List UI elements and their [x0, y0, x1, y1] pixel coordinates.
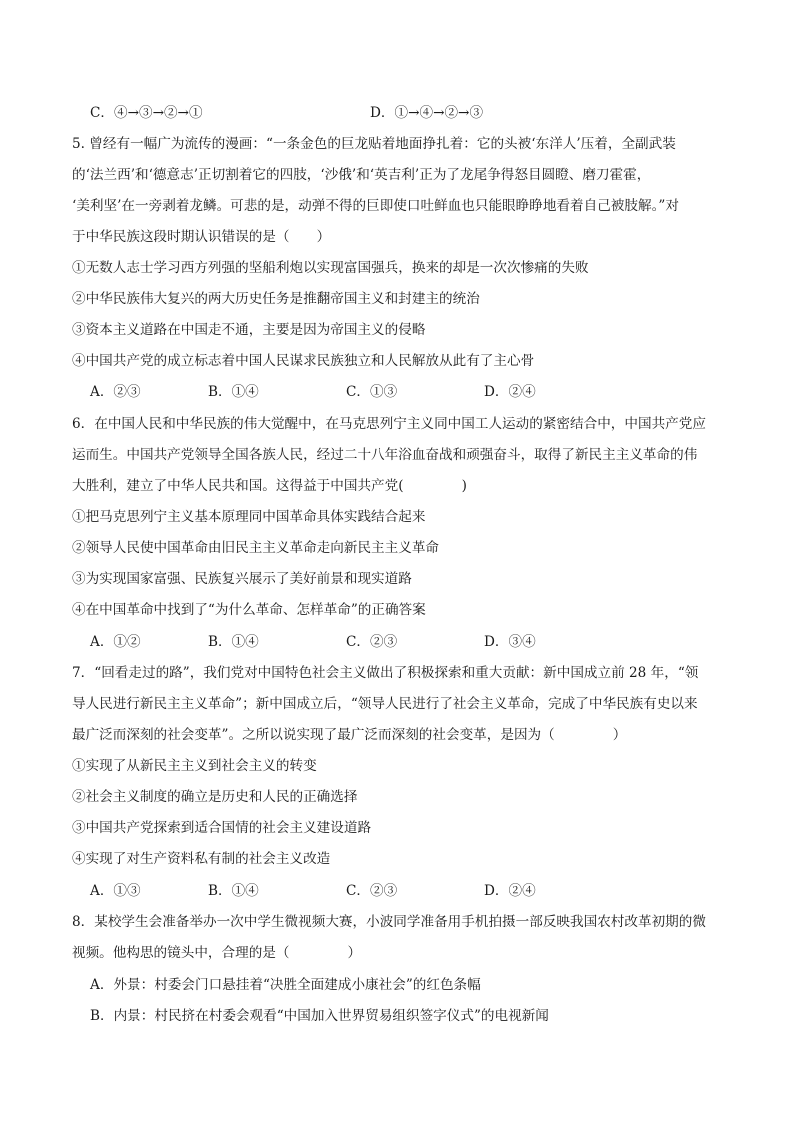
option-c: C．④→③→②→①	[90, 105, 203, 121]
q6-stem-end: 大胜利，建立了中华人民共和国。这得益于中国共产党(	[72, 478, 404, 494]
q5-line-4: 于中华民族这段时期认识错误的是（ ）	[72, 229, 331, 245]
q7-statement-3: ③中国共产党探索到适合国情的社会主义建设道路	[72, 820, 372, 836]
q5-line-1: 5. 曾经有一幅广为流传的漫画：“一条金色的巨龙贴着地面挣扎着：它的头被‘东洋人’压着，全副武装	[72, 136, 676, 152]
q8-option-a: A．外景：村委会门口悬挂着“决胜全面建成小康社会”的红色条幅	[90, 977, 481, 993]
q6-statement-1: ①把马克思列宁主义基本原理同中国革命具体实践结合起来	[72, 509, 426, 525]
q5-statement-4: ④中国共产党的成立标志着中国人民谋求民族独立和人民解放从此有了主心骨	[72, 353, 535, 369]
q5-line-2: 的‘法兰西’和‘德意志’正切割着它的四肢，‘沙俄’和‘英吉利’正为了龙尾争得怒目圆瞪、磨刀霍霍，	[72, 167, 651, 183]
q7-line-1: 7．“回看走过的路”，我们党对中国特色社会主义做出了积极探索和重大贡献：新中国成立前 28 年，“领	[72, 665, 699, 681]
q7-stem-end: 最广泛而深刻的社会变革”。之所以说实现了最广泛而深刻的社会变革，是因为（	[72, 727, 555, 743]
q7-statement-4: ④实现了对生产资料私有制的社会主义改造	[72, 851, 331, 867]
q6-line-3	[72, 477, 467, 495]
q6-statement-3: ③为实现国家富强、民族复兴展示了美好前景和现实道路	[72, 571, 412, 587]
q8-close-paren: ）	[347, 945, 362, 961]
q5-option-d: D．②④	[484, 384, 536, 400]
q5-line-3: ‘美利坚’在一旁剥着龙鳞。可悲的是，动弹不得的巨即使口吐鲜血也只能眼睁睁地看着自己被肢解。”对	[72, 198, 679, 214]
q7-statement-2: ②社会主义制度的确立是历史和人民的正确选择	[72, 789, 358, 805]
q8-line-2	[72, 944, 361, 962]
q8-option-b: B．内景：村民挤在村委会观看“中国加入世界贸易组织签字仪式”的电视新闻	[90, 1008, 549, 1024]
q8-line-1: 8．某校学生会准备举办一次中学生微视频大赛，小波同学准备用手机拍摄一部反映我国农村改革初期的微	[72, 914, 706, 930]
q6-line-1: 6．在中国人民和中华民族的伟大觉醒中，在马克思列宁主义同中国工人运动的紧密结合中，中国共产党应	[72, 416, 706, 432]
q7-line-3	[72, 726, 626, 744]
q6-option-c: C．②③	[346, 634, 398, 650]
q5-option-c: C．①③	[346, 384, 398, 400]
q7-option-a: A．①③	[90, 883, 141, 899]
q5-statement-1: ①无数人志士学习西方列强的坚船利炮以实现富国强兵，换来的却是一次次惨痛的失败	[72, 260, 589, 276]
q6-statement-2: ②领导人民使中国革命由旧民主主义革命走向新民主主义革命	[72, 540, 440, 556]
q7-line-2: 导人民进行新民主主义革命”；新中国成立后，“领导人民进行了社会主义革命，完成了中华民族有史以来	[72, 696, 698, 712]
q6-line-2: 运而生。中国共产党领导全国各族人民，经过二十八年浴血奋战和顽强奋斗，取得了新民主主义革命的伟	[72, 447, 698, 463]
q8-stem-end: 视频。他构思的镜头中，合理的是（	[72, 945, 290, 961]
q5-option-a: A．②③	[90, 384, 141, 400]
q5-option-b: B．①④	[208, 384, 259, 400]
q5-statement-3: ③资本主义道路在中国走不通，主要是因为帝国主义的侵略	[72, 322, 426, 338]
q6-close-paren: )	[461, 478, 467, 494]
q6-option-d: D．③④	[484, 634, 536, 650]
q7-option-c: C．②③	[346, 883, 398, 899]
q7-option-b: B．①④	[208, 883, 259, 899]
q6-option-b: B．①④	[208, 634, 259, 650]
option-d: D．①→④→②→③	[370, 105, 484, 121]
q7-statement-1: ①实现了从新民主主义到社会主义的转变	[72, 758, 317, 774]
q6-statement-4: ④在中国革命中找到了“为什么革命、怎样革命”的正确答案	[72, 602, 426, 618]
q5-statement-2: ②中华民族伟大复兴的两大历史任务是推翻帝国主义和封建主的统治	[72, 291, 480, 307]
q6-option-a: A．①②	[90, 634, 141, 650]
q7-option-d: D．②④	[484, 883, 536, 899]
q7-close-paren: ）	[612, 727, 627, 743]
